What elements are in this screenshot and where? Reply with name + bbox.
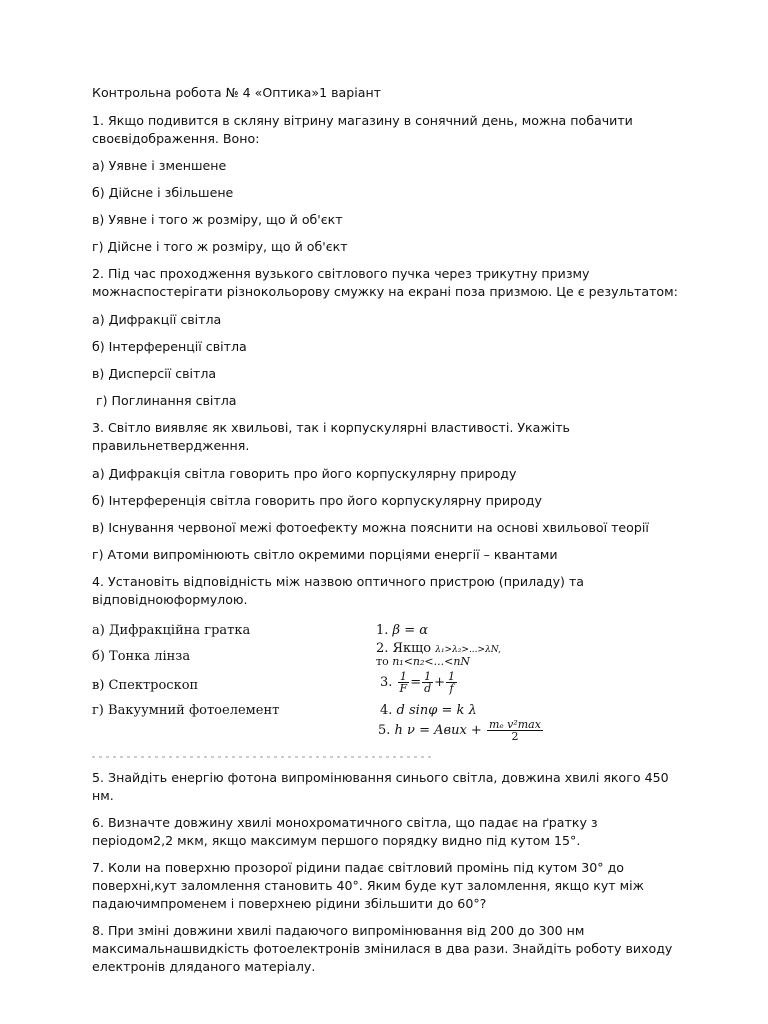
formula-2-cont: то n₁<n₂<...<nN (376, 654, 471, 668)
matching-left-c: в) Спектроскоп (92, 677, 199, 693)
formula-4: 4. d sinφ = k λ (380, 702, 477, 718)
q2-option-d: г) Поглинання світла (92, 393, 237, 409)
formula-5: 5. h ν = Aвих + $\frac{\text{mₑ v²max}}{2}$ (378, 717, 541, 743)
q2-option-b: б) Інтерференції світла (92, 338, 247, 354)
matching-left-a: а) Дифракційна гратка (92, 622, 251, 638)
q3-option-c: в) Існування червоної межі фотоефекту можна пояснити на основі хвильової теорії (92, 519, 649, 535)
question-3: 3. Світло виявляє як хвильові, так і корпускулярні властивості. Укажіть правильнетвердження. (92, 420, 574, 454)
cropped-image-edge (92, 756, 432, 758)
q1-option-d: г) Дійсне і того ж розміру, що й об'єкт (92, 239, 348, 255)
formula-2: 2. Якщо λ₁>λ₂>...>λN, (376, 640, 501, 656)
q2-option-a: а) Дифракції світла (92, 311, 222, 327)
matching-table (92, 619, 682, 759)
question-4: 4. Установіть відповідність між назвою оптичного пристрою (приладу) та відповідноюформулою. (92, 574, 589, 608)
formula-1: 1. β = α (376, 622, 428, 638)
matching-left-d: г) Вакуумний фотоелемент (92, 702, 280, 718)
q1-option-c: в) Уявне і того ж розміру, що й об'єкт (92, 212, 343, 228)
document-title: Контрольна робота № 4 «Оптика»1 варіант (92, 85, 382, 100)
q3-option-b: б) Інтерференція світла говорить про його корпускулярну природу (92, 492, 542, 508)
question-2: 2. Під час проходження вузького світлового пучка через трикутну призму можнаспостерігати різнокольорову смужку на екрані поза призмою. Це є результатом: (92, 266, 678, 300)
q3-option-d: г) Атоми випромінюють світло окремими порціями енергії – квантами (92, 547, 558, 563)
q1-option-a: а) Уявне і зменшене (92, 157, 227, 173)
question-8: 8. При зміні довжини хвилі падаючого випромінювання від 200 до 300 нм максимальнашвидкість фотоелектронів змінилася в два рази. Знайдіть роботу виходу електронів дляданого матеріалу. (92, 923, 677, 975)
q2-option-c: в) Дисперсії світла (92, 366, 217, 381)
question-6: 6. Визначте довжину хвилі монохроматичного світла, що падає на ґратку з періодом2,2 мкм, якщо максимум першого порядку видно під кутом 15°. (92, 814, 602, 848)
question-1: 1. Якщо подивится в скляну вітрину магазину в сонячний день, можна побачити своєвідображення. Воно: (92, 112, 637, 146)
q1-option-b: б) Дійсне і збільшене (92, 184, 234, 200)
document-page (92, 84, 682, 985)
matching-left-b: б) Тонка лінза (92, 648, 191, 664)
question-7: 7. Коли на поверхню прозорої рідини падає світловий промінь під кутом 30° до поверхні,кут заломлення становить 40°. Яким буде кут заломлення, якщо кут між падаючимпроменем і поверхнею рідини збільшити до 60°? (92, 859, 648, 911)
q3-option-a: а) Дифракція світла говорить про його корпускулярну природу (92, 465, 517, 481)
question-5: 5. Знайдіть енергію фотона випромінювання синього світла, довжина хвилі якого 450 нм. (92, 769, 673, 803)
formula-3: 3. $\frac{1}{F}$ = $\frac{1}{d}$ + $\frac{1}{f}$ (380, 669, 456, 695)
